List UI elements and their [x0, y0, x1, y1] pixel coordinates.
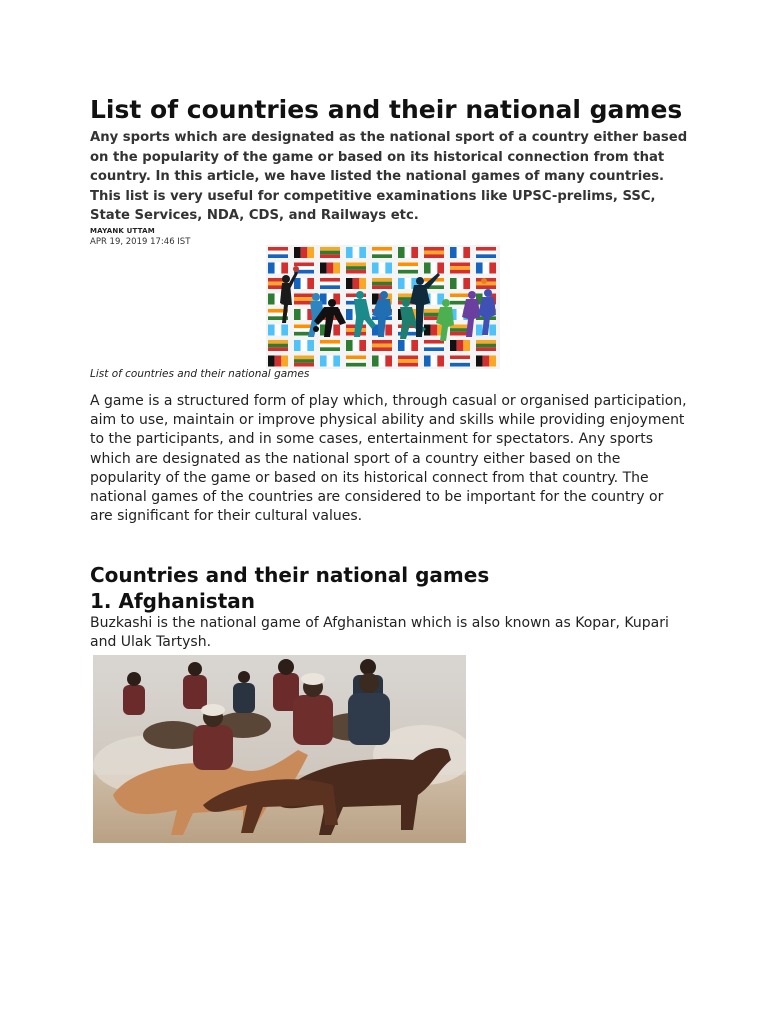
- flag-stripe: [346, 359, 366, 363]
- flag-stripe: [476, 347, 496, 351]
- flag-stripe: [346, 278, 353, 289]
- flag-stripe: [320, 347, 340, 351]
- flag-stripe: [301, 309, 308, 320]
- flag-stripe: [424, 247, 444, 251]
- flag-stripe: [346, 263, 366, 267]
- flag-stripe: [405, 247, 412, 258]
- flag-stripe: [346, 266, 366, 270]
- flag-stripe: [489, 356, 496, 367]
- flag-stripe: [307, 340, 314, 351]
- flag-stripe: [372, 251, 392, 255]
- flag-stripe: [431, 294, 438, 305]
- flag-stripe: [320, 254, 340, 258]
- flag-stripe: [333, 356, 340, 367]
- flag-stripe: [372, 340, 392, 344]
- flag-stripe: [424, 347, 444, 351]
- flag-stripe: [320, 247, 340, 251]
- flag-stripe: [424, 254, 444, 258]
- flag-stripe: [424, 344, 444, 348]
- article-header: [90, 92, 690, 247]
- flag-stripe: [333, 263, 340, 274]
- flag-stripe: [281, 356, 288, 367]
- flag-stripe: [294, 297, 314, 301]
- flag-stripe: [281, 263, 288, 274]
- entry-text: Buzkashi is the national game of Afghanistan which is also known as Kopar, Kupari and Ulak Tartysh.: [90, 615, 669, 651]
- flag-stripe: [372, 278, 392, 282]
- flag-stripe: [372, 285, 392, 289]
- flag-stripe: [398, 270, 418, 274]
- flag-stripe: [476, 247, 496, 251]
- flag-stripe: [294, 309, 301, 320]
- flag-stripe: [275, 356, 282, 367]
- flag-stripe: [457, 340, 464, 351]
- flag-stripe: [405, 278, 412, 289]
- flag-stripe: [398, 247, 405, 258]
- flag-stripe: [307, 278, 314, 289]
- flag-stripe: [268, 263, 275, 274]
- flag-stripe: [301, 340, 308, 351]
- flag-stripe: [346, 356, 366, 360]
- author-name[interactable]: MAYANK UTTAM: [90, 226, 155, 235]
- flag-stripe: [379, 263, 386, 274]
- flag-stripe: [476, 344, 496, 348]
- flag-stripe: [431, 356, 438, 367]
- flag-stripe: [457, 278, 464, 289]
- flag-stripe: [450, 278, 457, 289]
- article-title: List of countries and their national games: [90, 95, 683, 124]
- flag-stripe: [268, 356, 275, 367]
- flag-stripe: [385, 263, 392, 274]
- hero-image: [266, 245, 500, 369]
- byline: [90, 226, 690, 247]
- flag-stripe: [320, 344, 340, 348]
- flag-stripe: [359, 247, 366, 258]
- flag-stripe: [457, 309, 464, 320]
- flag-stripe: [450, 363, 470, 367]
- flag-stripe: [450, 356, 470, 360]
- flag-stripe: [398, 266, 418, 270]
- flag-stripe: [457, 247, 464, 258]
- flag-stripe: [268, 294, 275, 305]
- flag-stripe: [359, 340, 366, 351]
- flag-stripe: [359, 278, 366, 289]
- flag-stripe: [398, 278, 405, 289]
- flag-stripe: [294, 340, 301, 351]
- flag-stripe: [431, 263, 438, 274]
- flag-stripe: [294, 247, 301, 258]
- flag-stripe: [281, 325, 288, 336]
- flag-stripe: [294, 263, 314, 267]
- flag-stripe: [268, 325, 275, 336]
- flag-stripe: [463, 278, 470, 289]
- flag-stripe: [346, 270, 366, 274]
- flag-stripe: [320, 340, 340, 344]
- flag-stripe: [275, 325, 282, 336]
- section-title: Countries and their national games: [90, 563, 490, 587]
- flag-stripe: [450, 247, 457, 258]
- flag-stripe: [424, 356, 431, 367]
- flag-stripe: [327, 263, 334, 274]
- flag-stripe: [450, 294, 470, 298]
- flag-stripe: [476, 251, 496, 255]
- flag-stripe: [353, 247, 360, 258]
- flag-stripe: [268, 347, 288, 351]
- flag-stripe: [385, 356, 392, 367]
- flag-stripe: [450, 270, 470, 274]
- flag-stripe: [346, 340, 353, 351]
- flag-stripe: [405, 340, 412, 351]
- entry-heading: 1. Afghanistan: [90, 589, 255, 613]
- flag-stripe: [385, 325, 392, 336]
- flag-stripe: [450, 359, 470, 363]
- flag-stripe: [320, 278, 340, 282]
- flag-stripe: [268, 340, 288, 344]
- flag-stripe: [353, 278, 360, 289]
- flag-stripe: [398, 263, 418, 267]
- hero-caption: List of countries and their national games: [90, 368, 310, 380]
- flag-stripe: [372, 344, 392, 348]
- flag-stripe: [450, 266, 470, 270]
- flag-stripe: [275, 263, 282, 274]
- publish-date: APR 19, 2019 17:46 IST: [90, 236, 191, 247]
- flag-stripe: [294, 359, 314, 363]
- flag-stripe: [431, 325, 438, 336]
- flag-stripe: [320, 285, 340, 289]
- flag-stripe: [437, 356, 444, 367]
- flag-stripe: [294, 356, 314, 360]
- flag-stripe: [353, 340, 360, 351]
- flag-stripe: [372, 247, 392, 251]
- flag-stripe: [372, 356, 379, 367]
- flag-stripe: [294, 363, 314, 367]
- flag-stripe: [268, 254, 288, 258]
- flag-stripe: [320, 251, 340, 255]
- flag-stripe: [476, 340, 496, 344]
- flag-stripe: [268, 251, 288, 255]
- flag-stripe: [320, 263, 327, 274]
- flag-stripe: [268, 344, 288, 348]
- flag-stripe: [476, 325, 483, 336]
- flag-stripe: [327, 356, 334, 367]
- flag-stripe: [463, 247, 470, 258]
- flag-stripe: [346, 309, 353, 320]
- flag-stripe: [463, 340, 470, 351]
- flag-stripe: [450, 340, 457, 351]
- flag-stripe: [372, 347, 392, 351]
- flag-stripe: [437, 263, 444, 274]
- flag-stripe: [476, 356, 483, 367]
- flag-stripe: [301, 247, 308, 258]
- flag-stripe: [476, 285, 496, 289]
- flag-stripe: [398, 363, 418, 367]
- flag-stripe: [450, 263, 470, 267]
- flag-stripe: [489, 263, 496, 274]
- flag-stripe: [346, 363, 366, 367]
- flag-stripe: [372, 263, 379, 274]
- flag-stripe: [301, 278, 308, 289]
- flag-stripe: [372, 254, 392, 258]
- flag-stripe: [483, 356, 490, 367]
- article-summary: Any sports which are designated as the national sport of a country either based on the popularity of the game or based on its historical connection from that country. In this article, we have listed the national games of many countries. This list is very useful for competitive examinations like UPSC-prelims, SSC, State Services, NDA, CDS, and Railways etc.: [90, 130, 688, 223]
- flag-stripe: [294, 294, 314, 298]
- flag-stripe: [424, 263, 431, 274]
- flag-stripe: [398, 359, 418, 363]
- flag-stripe: [489, 325, 496, 336]
- flag-stripe: [320, 356, 327, 367]
- flag-stripe: [379, 356, 386, 367]
- flag-stripe: [476, 263, 483, 274]
- flag-stripe: [398, 340, 405, 351]
- flag-stripe: [476, 254, 496, 258]
- flag-stripe: [307, 247, 314, 258]
- flag-stripe: [411, 247, 418, 258]
- flag-stripe: [372, 282, 392, 286]
- flag-stripe: [268, 247, 288, 251]
- flag-stripe: [346, 247, 353, 258]
- flag-stripe: [411, 340, 418, 351]
- flag-stripe: [483, 263, 490, 274]
- flag-stripe: [320, 282, 340, 286]
- intro-paragraph: A game is a structured form of play which, through casual or organised participation, aim to use, maintain or improve physical ability and skills while providing enjoyment to the participants, and in some cases, entertainment for spectators. Any sports which are designated as the national sport of a country either based on the popularity of the game or based on its historical connect from that country. The national games of the countries are considered to be important for the country or are significant for their cultural values.: [90, 393, 687, 525]
- buzkashi-photo: [93, 655, 466, 843]
- flag-stripe: [333, 325, 340, 336]
- flag-stripe: [398, 356, 418, 360]
- flag-stripe: [294, 278, 301, 289]
- flag-stripe: [424, 251, 444, 255]
